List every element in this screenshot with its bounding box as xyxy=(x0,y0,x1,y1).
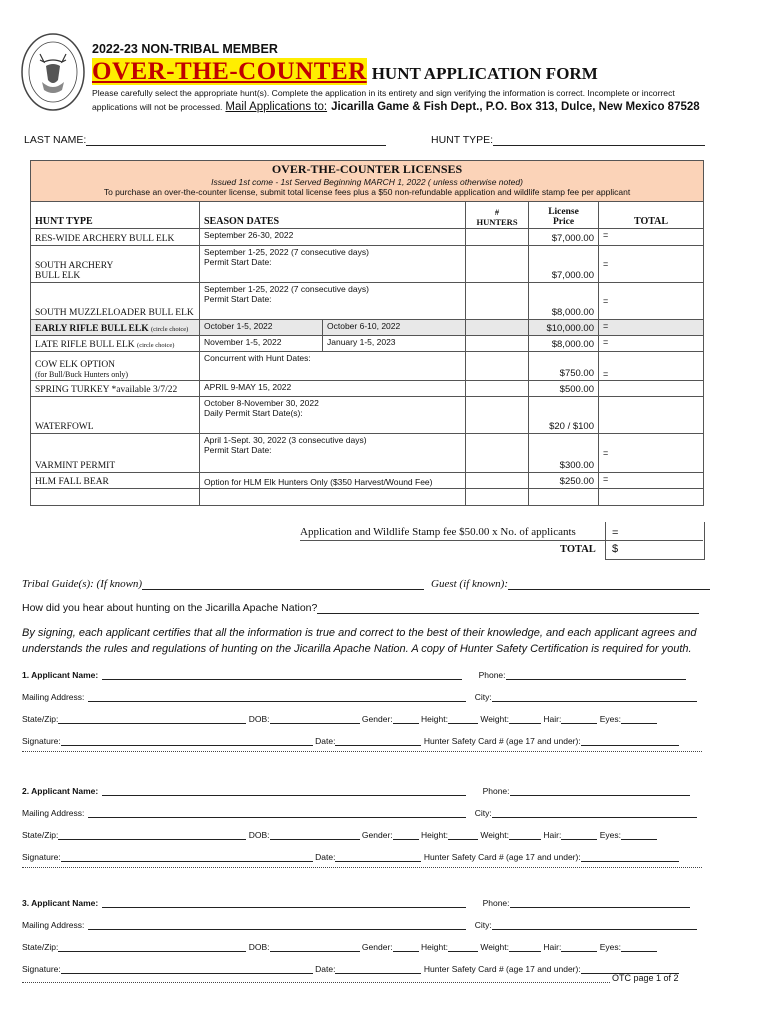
hunters-input[interactable] xyxy=(466,229,529,246)
signature-row xyxy=(22,850,702,864)
eyes-line[interactable] xyxy=(621,712,657,724)
instructions-line-1: Please carefully select the appropriate hunt(s). Complete the application in its entirety and sign verifying the information is correct. Incomplete or incorrect xyxy=(92,88,675,98)
guest-line[interactable] xyxy=(508,578,710,590)
city-line[interactable] xyxy=(492,918,697,930)
total-cell[interactable]: = xyxy=(599,336,704,352)
season-option-b[interactable]: January 1-5, 2023 xyxy=(323,336,466,352)
guest-field[interactable] xyxy=(431,578,710,590)
mailing-row xyxy=(22,918,702,940)
state-zip-label: State/Zip: xyxy=(22,830,59,840)
column-header-row xyxy=(31,202,704,229)
table-header xyxy=(31,161,704,202)
hunters-input[interactable] xyxy=(466,246,529,283)
total-cell[interactable]: = xyxy=(599,229,704,246)
height-line[interactable] xyxy=(448,828,478,840)
total-label: TOTAL xyxy=(560,544,596,555)
date-line[interactable] xyxy=(335,850,421,862)
season-dates: Concurrent with Hunt Dates: xyxy=(200,352,466,381)
hunt-name: SOUTH MUZZLELOADER BULL ELK xyxy=(31,283,200,320)
season-dates: September 1-25, 2022 (7 consecutive days) Permit Start Date: xyxy=(200,246,466,283)
details-row xyxy=(22,828,702,850)
table-row xyxy=(31,229,704,246)
blank-cell xyxy=(31,489,200,506)
grand-total[interactable]: $ xyxy=(612,543,619,555)
hunt-name: LATE RIFLE BULL ELK (circle choice) xyxy=(31,336,200,352)
hunt-name: COW ELK OPTION (for Bull/Buck Hunters only) xyxy=(31,352,200,381)
dob-label: DOB: xyxy=(248,830,270,840)
mailing-line[interactable] xyxy=(88,690,466,702)
city-line[interactable] xyxy=(492,690,697,702)
height-label: Height: xyxy=(421,830,448,840)
col-season-dates: SEASON DATES xyxy=(200,202,466,229)
license-price: $500.00 xyxy=(529,381,599,397)
licenses-purchase-note: To purchase an over-the-counter license, submit total license fees plus a $50 non-refundable application and wildlife stamp fee per applicant xyxy=(103,187,631,197)
hair-label: Hair: xyxy=(543,830,562,840)
hunter-safety-label: Hunter Safety Card # (age 17 and under): xyxy=(423,736,581,746)
total-cell[interactable]: = xyxy=(599,320,704,336)
hunter-safety-label: Hunter Safety Card # (age 17 and under): xyxy=(423,852,581,862)
season-option-a[interactable]: November 1-5, 2022 xyxy=(200,336,323,352)
total-cell[interactable]: = xyxy=(599,246,704,283)
blank-cell xyxy=(529,489,599,506)
signature-row xyxy=(22,734,702,748)
height-line[interactable] xyxy=(448,712,478,724)
mail-address: Jicarilla Game & Fish Dept., P.O. Box 313, Dulce, New Mexico 87528 xyxy=(331,101,700,113)
season-option-a[interactable]: October 1-5, 2022 xyxy=(200,320,323,336)
eyes-line[interactable] xyxy=(621,940,657,952)
gender-label: Gender: xyxy=(361,830,393,840)
table-row xyxy=(31,320,704,336)
table-row xyxy=(31,397,704,434)
eyes-line[interactable] xyxy=(621,828,657,840)
season-dates: October 8-November 30, 2022 Daily Permit Start Date(s): xyxy=(200,397,466,434)
signature-label: Signature: xyxy=(22,736,61,746)
dob-label: DOB: xyxy=(248,942,270,952)
state-zip-label: State/Zip: xyxy=(22,942,59,952)
hunters-input[interactable] xyxy=(466,283,529,320)
last-name-line[interactable] xyxy=(86,134,386,146)
applicant-name-row xyxy=(22,896,702,918)
table-header-row xyxy=(31,161,704,202)
height-label: Height: xyxy=(421,714,448,724)
hunt-type-field[interactable] xyxy=(431,134,705,146)
col-hunters: # HUNTERS xyxy=(466,202,529,229)
signature-line[interactable] xyxy=(61,734,313,746)
license-price: $8,000.00 xyxy=(529,283,599,320)
applicant-name-label: 1. Applicant Name: xyxy=(22,670,99,680)
city-line[interactable] xyxy=(492,806,697,818)
hunt-name: VARMINT PERMIT xyxy=(31,434,200,473)
col-hunt-type: HUNT TYPE xyxy=(31,202,200,229)
details-row xyxy=(22,712,702,734)
state-zip-line[interactable] xyxy=(58,828,246,840)
license-price: $20 / $100 xyxy=(529,397,599,434)
hunt-type-label: HUNT TYPE: xyxy=(431,134,494,146)
blank-cell xyxy=(599,489,704,506)
title-highlight: OVER-THE-COUNTER xyxy=(92,58,367,85)
hunt-name: SPRING TURKEY *available 3/7/22 xyxy=(31,381,200,397)
season-dates: APRIL 9-MAY 15, 2022 xyxy=(200,381,466,397)
last-name-label: LAST NAME: xyxy=(24,134,87,146)
table-row xyxy=(31,283,704,320)
hear-about-label: How did you hear about hunting on the Jicarilla Apache Nation? xyxy=(22,602,318,614)
table-row xyxy=(31,381,704,397)
signature-label: Signature: xyxy=(22,964,61,974)
mailing-line[interactable] xyxy=(88,806,466,818)
last-name-field[interactable] xyxy=(24,134,386,146)
license-price: $300.00 xyxy=(529,434,599,473)
license-price: $10,000.00 xyxy=(529,320,599,336)
mail-label: Mail Applications to: xyxy=(225,101,328,113)
city-label: City: xyxy=(474,920,492,930)
hunters-input[interactable] xyxy=(466,352,529,381)
hunters-input[interactable] xyxy=(466,397,529,434)
mailing-label: Mailing Address: xyxy=(22,808,85,818)
mailing-label: Mailing Address: xyxy=(22,692,85,702)
total-cell[interactable] xyxy=(599,397,704,434)
hunt-name: HLM FALL BEAR xyxy=(31,473,200,489)
gender-line[interactable] xyxy=(393,940,419,952)
mailing-row xyxy=(22,806,702,828)
hunters-input[interactable] xyxy=(466,434,529,473)
total-cell[interactable]: = xyxy=(599,473,704,489)
phone-label: Phone: xyxy=(478,670,506,680)
table-row xyxy=(31,246,704,283)
hunters-input[interactable] xyxy=(466,336,529,352)
hear-about-line[interactable] xyxy=(317,602,699,614)
hunter-safety-line[interactable] xyxy=(581,850,679,862)
hunters-input[interactable] xyxy=(466,473,529,489)
page-number: OTC page 1 of 2 xyxy=(612,973,679,983)
hunt-name: WATERFOWL xyxy=(31,397,200,434)
title-rest: HUNT APPLICATION FORM xyxy=(371,64,598,83)
hair-label: Hair: xyxy=(543,714,562,724)
dob-line[interactable] xyxy=(270,828,360,840)
details-row xyxy=(22,940,702,962)
table-row xyxy=(31,336,704,352)
hair-line[interactable] xyxy=(561,940,597,952)
season-option-b[interactable]: October 6-10, 2022 xyxy=(323,320,466,336)
fee-total-box xyxy=(605,522,705,560)
date-label: Date: xyxy=(315,852,336,862)
weight-line[interactable] xyxy=(509,828,541,840)
applicant-1-block xyxy=(22,668,702,752)
eyes-label: Eyes: xyxy=(599,942,621,952)
applicant-name-line[interactable] xyxy=(102,784,466,796)
season-dates: September 26-30, 2022 xyxy=(200,229,466,246)
eyes-label: Eyes: xyxy=(599,714,621,724)
weight-label: Weight: xyxy=(480,942,509,952)
height-line[interactable] xyxy=(448,940,478,952)
total-cell[interactable]: = xyxy=(599,434,704,473)
phone-line[interactable] xyxy=(506,668,686,680)
tribal-guide-label: Tribal Guide(s): (If known) xyxy=(22,578,143,590)
applicant-name-row xyxy=(22,784,702,806)
state-zip-line[interactable] xyxy=(58,712,246,724)
city-label: City: xyxy=(474,808,492,818)
separator xyxy=(22,866,702,868)
license-price: $250.00 xyxy=(529,473,599,489)
col-total: TOTAL xyxy=(599,202,704,229)
form-subtitle: 2022-23 NON-TRIBAL MEMBER xyxy=(92,42,278,56)
stamp-fee-label: Application and Wildlife Stamp fee $50.00 x No. of applicants xyxy=(300,526,576,538)
license-price: $7,000.00 xyxy=(529,246,599,283)
date-label: Date: xyxy=(315,736,336,746)
hunter-safety-label: Hunter Safety Card # (age 17 and under): xyxy=(423,964,581,974)
phone-label: Phone: xyxy=(482,786,510,796)
certification-text: By signing, each applicant certifies that all the information is true and correct to the best of their knowledge, and each applicant agrees and understands the rules and regulations of hunting on the Jicarilla Apache Nation. A copy of Hunter Safety Certification is required for youth. xyxy=(22,627,697,655)
hair-line[interactable] xyxy=(561,712,597,724)
form-title xyxy=(92,58,598,86)
hair-line[interactable] xyxy=(561,828,597,840)
applicant-name-label: 3. Applicant Name: xyxy=(22,898,99,908)
hunter-safety-line[interactable] xyxy=(581,734,679,746)
phone-line[interactable] xyxy=(510,896,690,908)
signature-label: Signature: xyxy=(22,852,61,862)
hair-label: Hair: xyxy=(543,942,562,952)
stamp-fee-total[interactable]: = xyxy=(612,527,619,539)
hunt-type-line[interactable] xyxy=(493,134,705,146)
applicant-name-label: 2. Applicant Name: xyxy=(22,786,99,796)
license-price: $750.00 xyxy=(529,352,599,381)
applicant-3-block xyxy=(22,896,702,976)
weight-label: Weight: xyxy=(480,714,509,724)
licenses-issued: Issued 1st come - 1st Served Beginning MARCH 1, 2022 ( unless otherwise noted) xyxy=(211,177,523,187)
license-price: $8,000.00 xyxy=(529,336,599,352)
licenses-title: OVER-THE-COUNTER LICENSES xyxy=(271,162,463,176)
season-dates: September 1-25, 2022 (7 consecutive days) Permit Start Date: xyxy=(200,283,466,320)
jicarilla-game-fish-logo xyxy=(20,32,86,112)
tribal-guide-field[interactable] xyxy=(22,578,424,590)
table-row xyxy=(31,434,704,473)
separator xyxy=(22,750,702,752)
state-zip-label: State/Zip: xyxy=(22,714,59,724)
hunters-input[interactable] xyxy=(466,381,529,397)
table-row xyxy=(31,352,704,381)
hunt-name: SOUTH ARCHERY BULL ELK xyxy=(31,246,200,283)
guest-label: Guest (if known): xyxy=(431,578,508,590)
city-label: City: xyxy=(474,692,492,702)
hunters-input[interactable] xyxy=(466,320,529,336)
weight-line[interactable] xyxy=(509,712,541,724)
signature-line[interactable] xyxy=(61,850,313,862)
signature-row xyxy=(22,962,702,976)
blank-cell xyxy=(466,489,529,506)
tribal-guide-line[interactable] xyxy=(142,578,424,590)
date-line[interactable] xyxy=(335,962,421,974)
mailing-row xyxy=(22,690,702,712)
gender-line[interactable] xyxy=(393,712,419,724)
applicant-name-line[interactable] xyxy=(102,668,462,680)
season-dates: Option for HLM Elk Hunters Only ($350 Harvest/Wound Fee) xyxy=(200,473,466,489)
applicant-name-line[interactable] xyxy=(102,896,466,908)
hear-about-field[interactable] xyxy=(22,602,699,614)
fee-divider xyxy=(300,540,703,541)
table-row-blank xyxy=(31,489,704,506)
applicant-2-block xyxy=(22,784,702,868)
gender-label: Gender: xyxy=(361,714,393,724)
dob-label: DOB: xyxy=(248,714,270,724)
hunt-name: RES-WIDE ARCHERY BULL ELK xyxy=(31,229,200,246)
table-row xyxy=(31,473,704,489)
state-zip-line[interactable] xyxy=(58,940,246,952)
season-dates: April 1-Sept. 30, 2022 (3 consecutive days) Permit Start Date: xyxy=(200,434,466,473)
date-label: Date: xyxy=(315,964,336,974)
hunt-name: EARLY RIFLE BULL ELK (circle choice) xyxy=(31,320,200,336)
height-label: Height: xyxy=(421,942,448,952)
weight-line[interactable] xyxy=(509,940,541,952)
total-cell[interactable]: = xyxy=(599,283,704,320)
mailing-label: Mailing Address: xyxy=(22,920,85,930)
signature-line[interactable] xyxy=(61,962,313,974)
total-cell[interactable] xyxy=(599,381,704,397)
phone-line[interactable] xyxy=(510,784,690,796)
applicant-name-row xyxy=(22,668,702,690)
gender-label: Gender: xyxy=(361,942,393,952)
mailing-line[interactable] xyxy=(88,918,466,930)
date-line[interactable] xyxy=(335,734,421,746)
gender-line[interactable] xyxy=(393,828,419,840)
weight-label: Weight: xyxy=(480,830,509,840)
eyes-label: Eyes: xyxy=(599,830,621,840)
blank-cell xyxy=(200,489,466,506)
phone-label: Phone: xyxy=(482,898,510,908)
dob-line[interactable] xyxy=(270,940,360,952)
dob-line[interactable] xyxy=(270,712,360,724)
separator xyxy=(22,981,610,983)
col-license-price: License Price xyxy=(529,202,599,229)
licenses-table xyxy=(30,160,704,506)
instructions-text: applications will not be processed. xyxy=(92,102,223,112)
total-cell[interactable]: = xyxy=(599,352,704,381)
instructions-line-2 xyxy=(92,101,700,113)
license-price: $7,000.00 xyxy=(529,229,599,246)
